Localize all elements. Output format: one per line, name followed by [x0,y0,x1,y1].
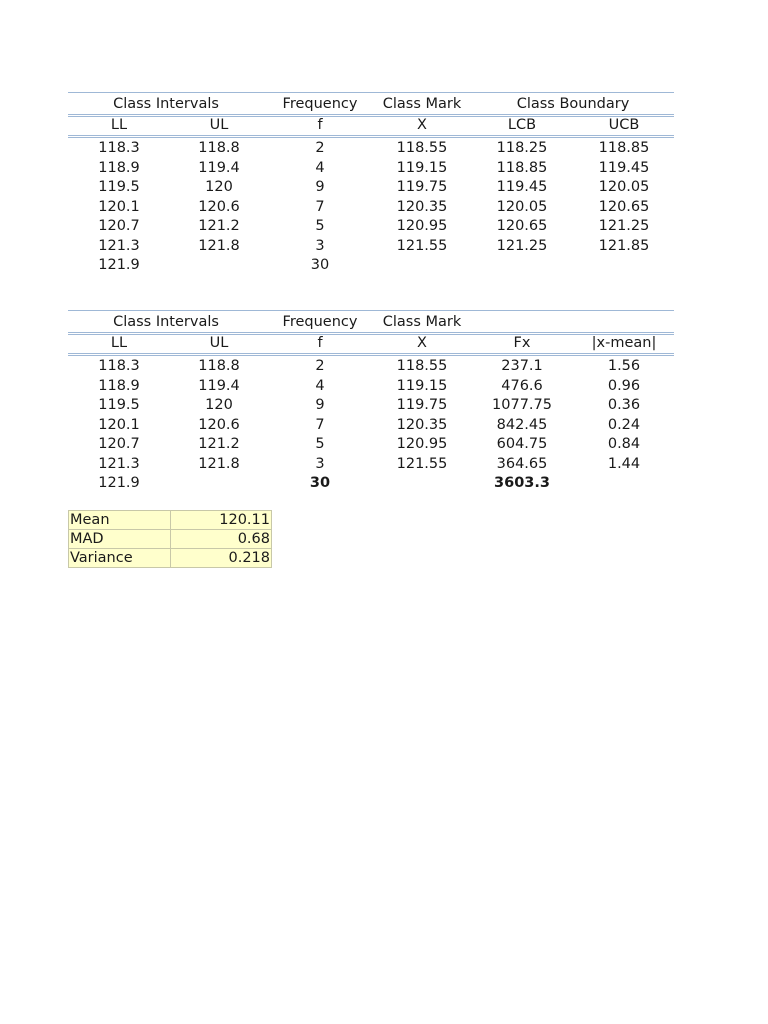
cell-f: 2 [315,358,325,374]
cell-x: 119.75 [396,397,448,413]
cell-abs-deviation: 1.44 [607,455,641,472]
column-header-lcb: LCB [507,117,537,133]
table-row [68,139,674,159]
cell-ul: 119.4 [198,377,240,394]
cell-f: 5 [315,218,325,234]
table-row [68,217,674,237]
cell-abs-deviation: 0.96 [607,377,641,394]
column-header-ucb: UCB [608,117,640,133]
column-header-fx: Fx [513,335,531,351]
cell-f: 7 [315,198,325,215]
cell-f: 4 [315,159,325,176]
table-row [68,357,674,377]
table-row [68,435,674,455]
summary-table [68,510,272,568]
cell-f: 9 [315,179,325,195]
cell-ll-extra: 121.9 [98,257,140,273]
summary-label: Variance [69,549,171,568]
cell-ul: 120.6 [198,198,240,215]
total-fx: 3603.3 [494,475,550,491]
column-header-row [68,333,674,354]
cell-fx: 237.1 [501,358,543,374]
group-header-frequency: Frequency [282,314,358,330]
class-boundary-table [68,92,674,276]
summary-value: 0.218 [171,549,272,568]
cell-x: 120.35 [396,198,448,215]
cell-ll: 119.5 [98,397,140,413]
cell-ul: 118.8 [198,358,240,374]
table-row [68,178,674,198]
cell-ll: 118.9 [98,159,140,176]
column-header-ll: LL [110,117,128,133]
column-header-abs-deviation: |x-mean| [591,335,657,351]
group-header-row [68,94,674,115]
cell-ul: 121.2 [198,436,240,452]
total-row [68,474,674,494]
cell-ll: 119.5 [98,179,140,195]
cell-ll: 120.7 [98,436,140,452]
cell-fx: 842.45 [496,416,548,433]
column-header-ll: LL [110,335,128,351]
column-header-row [68,115,674,136]
cell-ul: 119.4 [198,159,240,176]
cell-ll: 118.3 [98,140,140,156]
cell-ucb: 121.85 [598,237,650,254]
cell-abs-deviation: 0.84 [607,436,641,452]
cell-x: 120.95 [396,436,448,452]
deviation-table [68,310,674,494]
table-row [68,377,674,397]
column-header-f: f [317,117,323,133]
table-row [68,198,674,218]
table-row [68,396,674,416]
cell-fx: 364.65 [496,455,548,472]
cell-abs-deviation: 1.56 [607,358,641,374]
cell-ucb: 120.65 [598,198,650,215]
cell-ll: 121.3 [98,455,140,472]
cell-ucb: 121.25 [598,218,650,234]
summary-label: MAD [69,530,171,549]
group-header-class-mark: Class Mark [382,314,462,330]
cell-ul: 120 [205,397,233,413]
column-header-ul: UL [209,335,229,351]
cell-lcb: 118.85 [496,159,548,176]
summary-value: 0.68 [171,530,272,549]
cell-x: 118.55 [396,140,448,156]
cell-f: 3 [315,455,325,472]
cell-x: 119.15 [396,159,448,176]
cell-f: 9 [315,397,325,413]
table-row [68,416,674,436]
summary-value: 120.11 [171,511,272,530]
cell-ul: 121.2 [198,218,240,234]
group-header-row [68,312,674,333]
cell-ll: 120.1 [98,198,140,215]
table-row [68,159,674,179]
summary-row-mad [69,530,272,549]
cell-ll-extra: 121.9 [98,475,140,491]
total-row [68,256,674,276]
cell-x: 120.35 [396,416,448,433]
cell-lcb: 120.05 [496,198,548,215]
cell-f: 2 [315,140,325,156]
cell-fx: 476.6 [501,377,543,394]
column-header-ul: UL [209,117,229,133]
cell-fx: 604.75 [496,436,548,452]
cell-ul: 118.8 [198,140,240,156]
group-header-frequency: Frequency [282,96,358,112]
group-header-class-intervals: Class Intervals [113,314,219,330]
cell-f: 7 [315,416,325,433]
summary-label: Mean [69,511,171,530]
cell-ll: 120.1 [98,416,140,433]
cell-lcb: 121.25 [496,237,548,254]
cell-abs-deviation: 0.36 [607,397,641,413]
cell-ucb: 119.45 [598,159,650,176]
column-header-x: X [417,335,427,351]
column-header-f: f [317,335,323,351]
cell-fx: 1077.75 [492,397,552,413]
column-header-x: X [417,117,427,133]
cell-x: 118.55 [396,358,448,374]
cell-ul: 120.6 [198,416,240,433]
summary-row-variance [69,549,272,568]
cell-lcb: 120.65 [496,218,548,234]
cell-ll: 121.3 [98,237,140,254]
cell-ll: 118.3 [98,358,140,374]
cell-x: 119.75 [396,179,448,195]
cell-lcb: 119.45 [496,179,548,195]
table-row [68,455,674,475]
cell-f: 4 [315,377,325,394]
cell-ll: 118.9 [98,377,140,394]
cell-ul: 121.8 [198,237,240,254]
cell-f: 5 [315,436,325,452]
cell-ucb: 120.05 [598,179,650,195]
cell-x: 120.95 [396,218,448,234]
cell-f: 3 [315,237,325,254]
group-header-class-intervals: Class Intervals [113,96,219,112]
cell-x: 121.55 [396,237,448,254]
table-row [68,237,674,257]
summary-row-mean [69,511,272,530]
cell-ll: 120.7 [98,218,140,234]
group-header-class-mark: Class Mark [382,96,462,112]
cell-x: 119.15 [396,377,448,394]
cell-ul: 120 [205,179,233,195]
group-header-class-boundary: Class Boundary [516,96,630,112]
cell-lcb: 118.25 [496,140,548,156]
cell-abs-deviation: 0.24 [607,416,641,433]
cell-x: 121.55 [396,455,448,472]
total-frequency: 30 [310,257,330,273]
total-frequency: 30 [309,475,331,491]
cell-ul: 121.8 [198,455,240,472]
cell-ucb: 118.85 [598,140,650,156]
